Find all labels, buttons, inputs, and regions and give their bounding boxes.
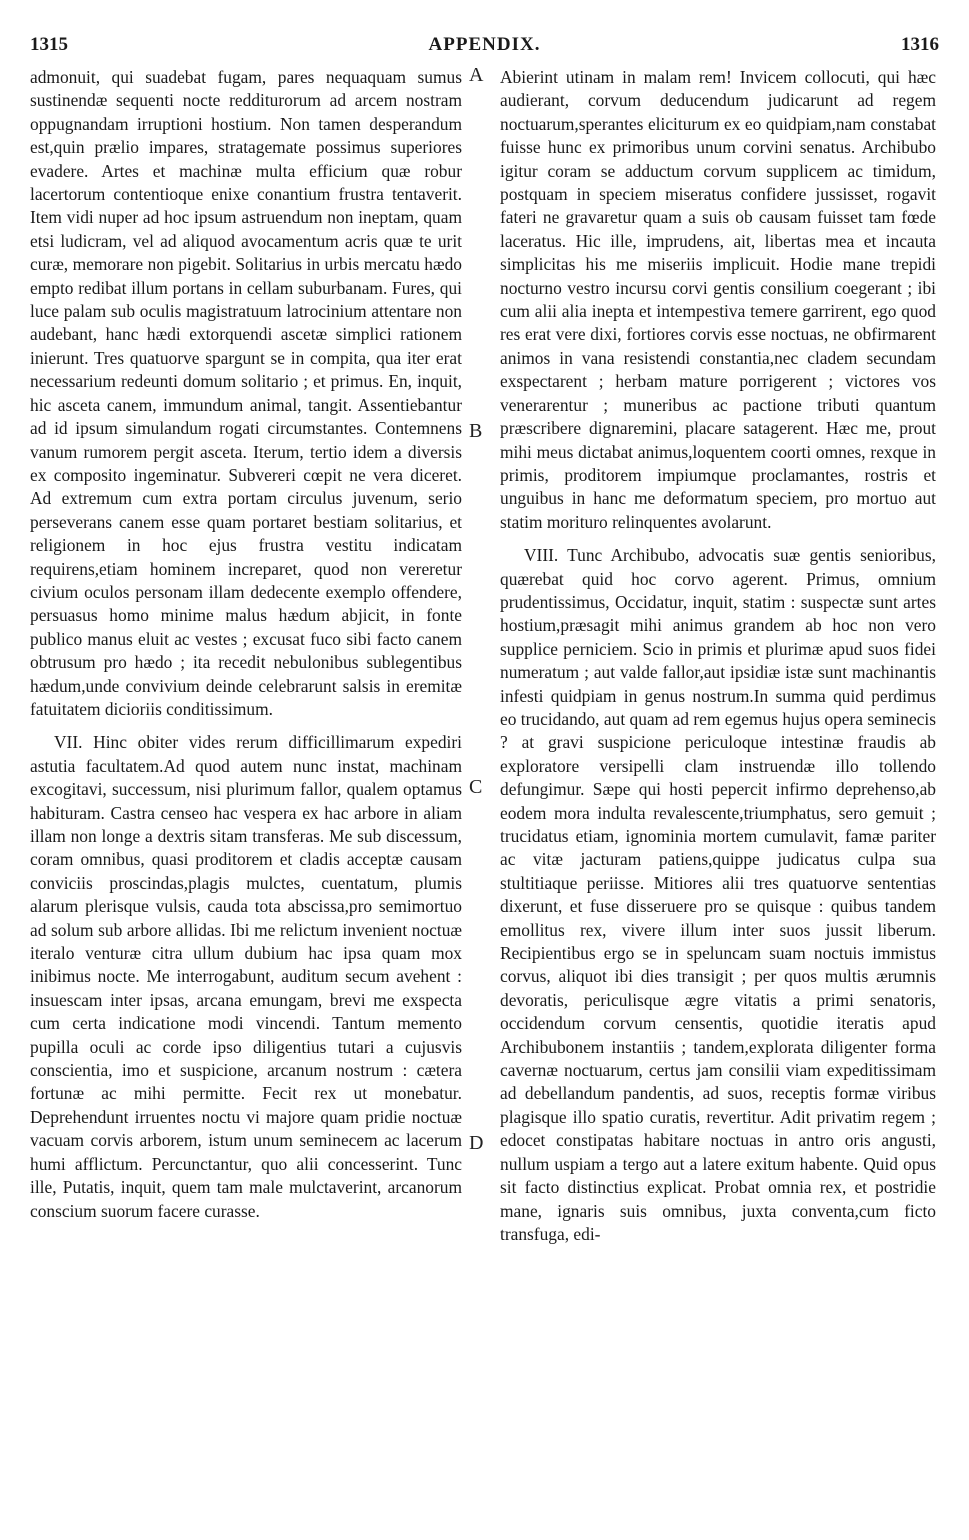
left-column (30, 66, 462, 1223)
paragraph: Abierint utinam in malam rem! Invicem collocuti, qui hæc audierant, corvum deducendum judicarunt ad regem noctuarum,sperantes eliciturum ex eo quidpiam,nam constabat fuisse hunc ex primoribus unum corvini senatus. Archibubo igitur coram se adductum corvum supplicem ac timidum, postquam in speciem miseratus confidere jussisset, rogavit fateri ne gravaretur quam a suis ob causam fuisset tam fœde laceratus. Hic ille, imprudens, ait, libertas mea et incauta simplicitas his me miseriis implicuit. Hodie mane trepidi nocturno vestro incursu corvi gentis consilium coegerant ; ibi cum alii alia inepta et intempestiva temere garrirent, ego quod res erat vere dixi, fortiores corvis esse noctuas, ne obfirmarent animos in vana resistendi constantia,nec cladem secundam exspectarent ; herbam mature porrigerent ; victores vos venerarentur ; muneribus ac pactione tributi quantum præscribere dignaremini, placare satagerent. Hæc me, prout mihi meus dictabat animus,loquentem coorti omnes, rexque in primis, proditorem impiumque proclamantes, rostris et unguibus in hanc me deformatum speciem, pro mortuo aut statim morituro relinquentes avolarunt. (500, 67, 936, 532)
margin-marker-d: D (469, 1132, 484, 1154)
margin-marker-b: B (469, 420, 483, 442)
paragraph: admonuit, qui suadebat fugam, pares nequaquam sumus sustinendæ sequenti nocte redditurorum ad arcem nostram oppugnandam irruptioni hostium. Non tamen desperandum est,quin prælio impares, stratagemate possimus superiores evadere. Artes et machinæ multa efficium quæ robur lacertorum contentioque enixe conantium frustra tentaverit. Item vidi nuper ad hoc ipsum astruendum non ineptam, quam etsi ludicram, vel ad aliquod avocamentum acris quæ te urit curæ, memorare non pigebit. Solitarius in urbis mercatu hædo empto redibat illum portans in cellam suburbanam. Fures, qui luce palam sub oculis magistratuum latrocinium attentare non audebant, hanc hædi extorquendi ascetæ simplici rationem inierunt. Tres quatuorve spargunt se in compita, qua iter erat necessarium redeunti domum solitario ; et primus. En, inquit, hic asceta canem, immundum animal, tangit. Assentiebantur ad id ipsum simulandum rogati circumstantes. Contemnens vanum rumorem pergit asceta. Iterum, tertio idem a diversis ex composito ingeminatur. Subvereri cœpit ne vera diceret. Ad extremum cum extra portam circulus juvenum, serio perseverans canem esse quam portaret bestiam solitarius, et religionem in hoc ejus frustra vestitu indicatam requirens,etiam hominem increparet, quod non vereretur civium oculos personam illam dedecente exemplo offendere, persuasus homo minime malus hædum abjicit, in fonte publico manus eluit ac vestes ; excusat fuco sibi facto canem obtrusum pro hædo ; ita recedit nebulonibus sublegentibus hædum,unde convivium deinde celebrarunt salsis in eremitæ fatuitatem dicioriis conditissimum. (30, 67, 462, 719)
margin-marker-c: C (469, 776, 483, 798)
paragraph-section-viii: VIII. Tunc Archibubo, advocatis suæ gentis senioribus, quærebat quid hoc corvo agerent. Primus, omnium prudentissimus, Occidatur, inquit, statim : suspectæ sunt artes hostium,præsagit mihi animus grandem ab hoc non vero supplice perniciem. Scio in primis et plurimæ apud suos fidei numeratum ; aut valde fallor,aut ipsidiæ istæ sunt machinantis infesti quidpiam in genus nostrum.In summa quid perdimus eo trucidando, aut quam ad rem egemus hujus opera seminecis ? at gravi suspicione periculoque intestinæ fraudis ab exploratore versipelli clam instruendæ illo tollendo defungimur. Sæpe qui hosti pepercit infirmo deprehenso,ab eodem mora indulta revalescente,triumphatus, sero gemuit ; trucidatus etiam, ignominia mortem cumulavit, famæ pariter ac vitæ jacturam patiens,quippe judicatus culpa sua stultitiaque periisse. Mitiores alii tres quatuorve sententias dixerunt, et fuse disseruere pro se quisque : quibus tandem emollitus rex, vivere illum inter suos jussit liberum. Recipientibus ergo se in speluncam suam noctuis immistus corvus, aliquot ibi dies transigit ; per quos multis ærumnis devoratis, periculisque ægre vitatis a primi senatoris, occidendum corvum censentis, quotidie iteratis apud Archibubonem instantiis ; tandem,explorata diligenter forma cavernæ noctuarum, certus jam consilii viam expeditissimam ad debellandum pandentis, ad suos, receptis formæ viribus plagisque illo spatio curatis, revertitur. Adit privatim regem ; edocet constipatas habitare noctuas in antro oris angusti, nullum uspiam a tergo aut a latere exitum habente. Quid opus sit facto distinctius explicat. Probat omnia rex, et postridie mane, ignaris suis omnibus, juxta conventa,cum ficto transfuga, edi- (500, 545, 936, 1244)
right-column (500, 66, 936, 1246)
paragraph-section-vii: VII. Hinc obiter vides rerum difficillimarum expediri astutia facultatem.Ad quod autem nunc instat, machinam excogitavi, successum, nisi plurimum fallor, qualem optamus habituram. Castra censeo hac vespera ex hac arbore in aliam illam non longe a dextris sitam transferas. Me sub discessum, coram omnibus, quasi proditorem et cladis acceptæ causam conviciis proscindas,plagis mulctes, cuentatum, plumis alarum plerisque vulsis, cauda tota abscissa,pro semimortuo ad solum sub arbore allidas. Ibi me relictum invenient noctuæ iteralo venturæ citra ullum dubium hac ipsa quam mox inibimus nocte. Me interrogabunt, auditum secum avehent : insuescam inter ipsas, arcana emungam, brevi me exspecta cum certa indicatione modi vincendi. Tantum memento pupilla oculi ac corde ipso diligentius tutari a cujusvis conscientia, imo et suspicione, arcanum nostrum : cætera fortunæ ac mihi permitte. Fecit rex ut monebatur. Deprehendunt irruentes noctu vi majore quam pridie noctuæ vacuam corvis arborem, istum unum seminecem ac lacerum humi afflictum. Percunctantur, quo alii concesserint. Tunc ille, Putatis, inquit, quem tam male mulctaverint, arcanorum conscium suorum facere curasse. (30, 732, 462, 1221)
page-header (30, 34, 939, 64)
page-number-left: 1315 (30, 34, 68, 55)
margin-marker-a: A (469, 64, 484, 86)
page-number-right: 1316 (901, 34, 939, 55)
running-title: APPENDIX. (428, 34, 541, 55)
